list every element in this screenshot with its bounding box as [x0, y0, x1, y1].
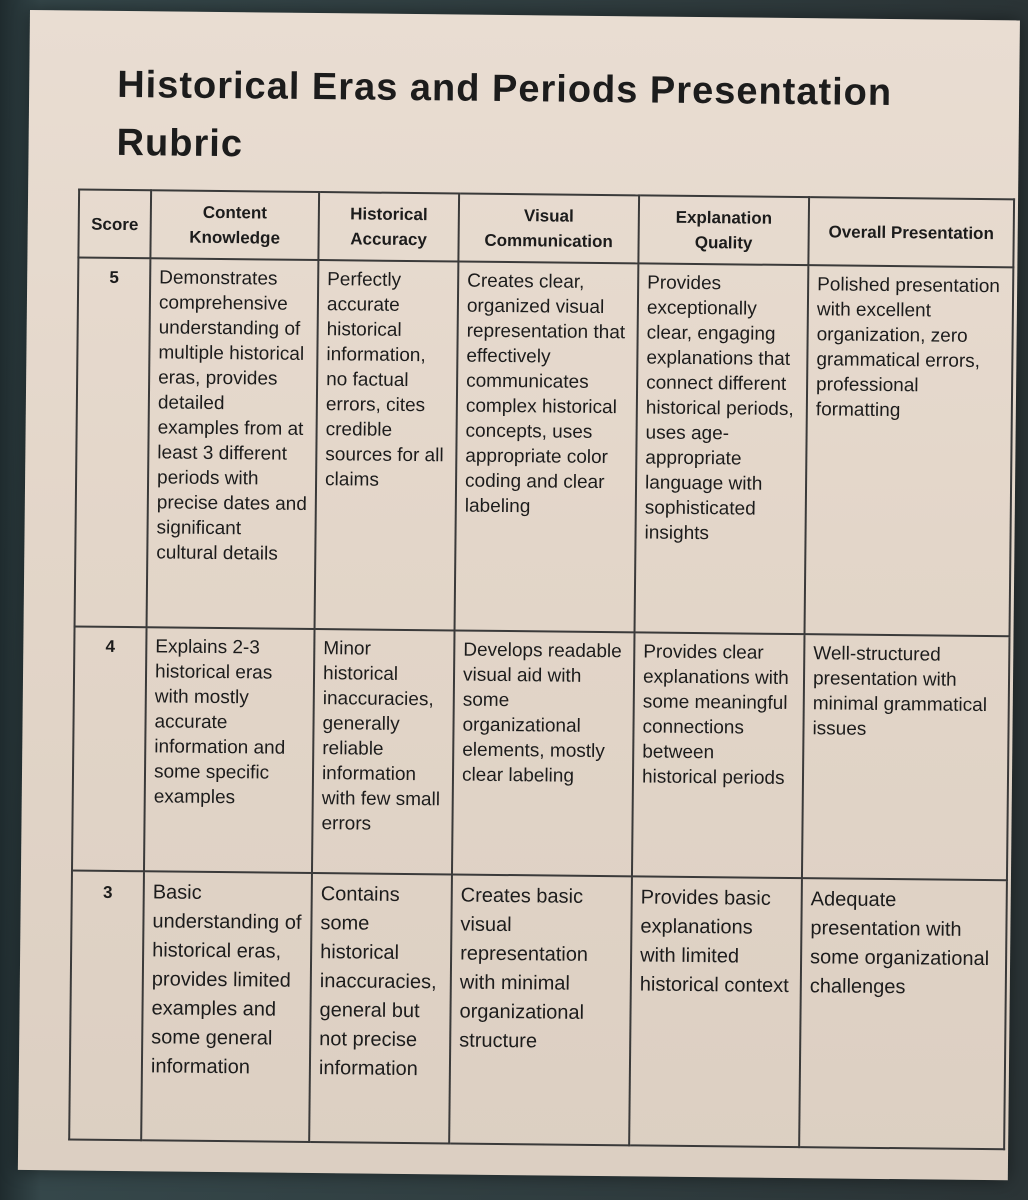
table-row	[72, 627, 1010, 881]
historical-accuracy-cell: Perfectly accurate historical information, no factual errors, cites credible sources for all claims	[315, 260, 459, 630]
header-score: Score	[78, 190, 151, 259]
explanation-quality-cell: Provides basic explanations with limited historical context	[629, 876, 802, 1147]
overall-presentation-cell: Adequate presentation with some organizational challenges	[799, 878, 1007, 1149]
table-row	[75, 258, 1014, 637]
explanation-quality-cell: Provides exceptionally clear, engaging explanations that connect different historical periods, uses age-appropriate language with sophisticated insights	[635, 263, 809, 634]
score-cell: 5	[75, 258, 151, 628]
visual-communication-cell: Creates basic visual representation with minimal organizational structure	[449, 874, 632, 1145]
historical-accuracy-cell: Minor historical inaccuracies, generally reliable information with few small errors	[312, 629, 455, 874]
header-historical-accuracy: Historical Accuracy	[318, 192, 459, 261]
overall-presentation-cell: Well-structured presentation with minimal grammatical issues	[802, 634, 1010, 880]
document-title: Historical Eras and Periods Presentation Rubric	[116, 63, 893, 166]
explanation-quality-cell: Provides clear explanations with some meaningful connections between historical periods	[632, 632, 805, 878]
header-content-knowledge: Content Knowledge	[150, 190, 319, 260]
content-knowledge-cell: Demonstrates comprehensive understanding of multiple historical eras, provides detailed examples from at least 3 different periods with precise dates and significant cultural details	[147, 258, 319, 629]
score-cell: 3	[69, 870, 144, 1140]
score-cell: 4	[72, 627, 147, 872]
rubric-table	[68, 189, 1015, 1151]
table-row	[69, 870, 1007, 1149]
overall-presentation-cell: Polished presentation with excellent organization, zero grammatical errors, professional formatting	[805, 265, 1014, 636]
historical-accuracy-cell: Contains some historical inaccuracies, general but not precise information	[309, 873, 452, 1143]
content-knowledge-cell: Basic understanding of historical eras, provides limited examples and some general information	[141, 871, 312, 1142]
content-knowledge-cell: Explains 2-3 historical eras with mostly accurate information and some specific examples	[144, 627, 315, 873]
header-explanation-quality: Explanation Quality	[638, 195, 809, 265]
rubric-sheet	[18, 10, 1020, 1180]
header-row	[78, 190, 1014, 268]
visual-communication-cell: Creates clear, organized visual representation that effectively communicates complex historical concepts, uses appropriate color coding and clear labeling	[455, 261, 639, 632]
header-overall-presentation: Overall Presentation	[808, 197, 1014, 267]
visual-communication-cell: Develops readable visual aid with some organizational elements, mostly clear labeling	[452, 630, 635, 876]
header-visual-communication: Visual Communication	[458, 194, 639, 264]
